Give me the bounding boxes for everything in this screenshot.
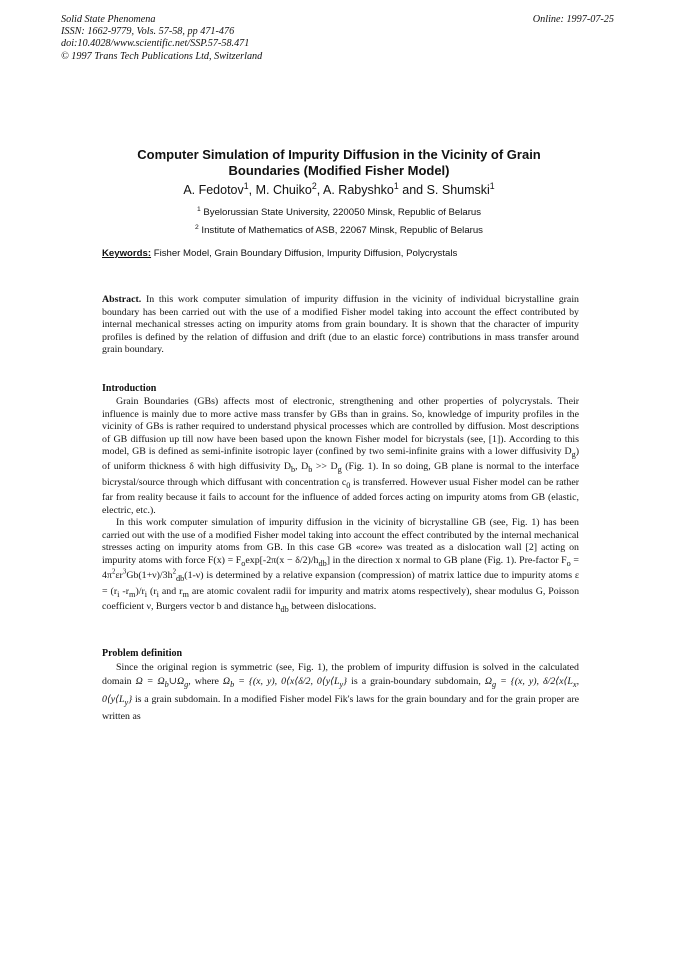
section-heading-problem-definition: Problem definition (102, 648, 183, 659)
paper-title (100, 147, 578, 179)
doi-line: doi:10.4028/www.scientific.net/SSP.57-58.471 (61, 38, 250, 50)
paragraph-text: (Fig. 1). In so doing, GB plane is normal to the interface bicrystal/source through which diffusant with concentration c (102, 461, 579, 488)
subscript: b (230, 680, 235, 690)
paragraph (102, 396, 579, 517)
author-affil-mark: 1 (243, 180, 249, 191)
paragraph-text: are atomic covalent radii for impurity and matrix atoms respectively), shear modulus G, Poisson coefficient ν, Burgers vector b and distance h (102, 585, 580, 613)
paragraph-text: and r (158, 585, 183, 597)
superscript: 2 (172, 569, 177, 577)
equation-text: ∪Ω (168, 676, 185, 688)
subscript: g (337, 465, 342, 475)
author: S. Shumski (426, 183, 490, 197)
subscript: i (144, 589, 148, 599)
equation-gb-subdomain (222, 676, 348, 690)
paragraph-text: ) of uniform thickness δ with high diffusivity D (102, 446, 579, 473)
subscript: m (182, 589, 189, 599)
equation-text: } (128, 693, 133, 705)
keywords-text: Fisher Model, Grain Boundary Diffusion, Impurity Diffusion, Polycrystals (153, 248, 458, 259)
paragraph-text: Since the original region is symmetric (see, Fig. 1), the problem of impurity diffusion is solved in the calculated domain (102, 662, 579, 688)
subscript: b (291, 465, 296, 475)
copyright-line: © 1997 Trans Tech Publications Ltd, Switzerland (61, 50, 263, 62)
online-date: Online: 1997-07-25 (532, 14, 614, 25)
paragraph-text: (r (147, 585, 157, 597)
paragraph-text: -r (119, 585, 130, 597)
subscript: db (318, 558, 327, 568)
abstract-label: Abstract. (102, 294, 142, 305)
equation-text: } (343, 676, 348, 688)
paragraph-text: , where (188, 676, 219, 688)
author-separator: and (398, 183, 427, 197)
abstract (102, 294, 579, 357)
affiliation-text: Byelorussian State University, 220050 Minsk, Republic of Belarus (203, 207, 482, 218)
paragraph-text: In this work computer simulation of impurity diffusion in the vicinity of bicrystalline GB (see, Fig. 1) has been carried out with the use of a modified Fisher model taking into account the effect contributed by the internal mechanical stresses acting on impurity atoms from GB. In this case GB «core» was treated as a dislocation wall [2] acting on impurity atoms with force F(x) = F (102, 517, 579, 566)
introduction-body (102, 396, 579, 617)
paragraph-text: >> D (312, 461, 338, 473)
equation-text: Ω (222, 676, 231, 688)
subscript: o (241, 558, 246, 568)
equation-domain (135, 676, 189, 690)
author-separator: , (316, 183, 324, 197)
subscript: i (156, 589, 159, 599)
author-affil-mark: 1 (489, 180, 495, 191)
abstract-text: In this work computer simulation of impurity diffusion in the vicinity of individual bicrystalline grain boundary has been carried out with the use of a modified Fisher model taking into account the effect contributed by internal mechanical stresses acting on impurity atoms from grain boundary. It is shown that the character of impurity profiles is defined by the relation of diffusion and drift (due to an elastic force) contributions in mass transfer around grain boundary. (102, 294, 579, 355)
author: M. Chuiko (255, 183, 312, 197)
paragraph-text: is a grain subdomain. In a modified Fisher model Fik's laws for the grain boundary and for the grain proper are written as (102, 693, 580, 722)
paragraph-text: = 4π (102, 554, 579, 582)
paragraph-text: εr (115, 570, 123, 582)
paragraph-text: is transferred. However usual Fisher model can be rather far from reality because it fails to account for the influence of added forces acting on impurity atoms from GB (elastic, electric, etc.). (102, 476, 579, 516)
affiliation-mark: 1 (196, 205, 201, 213)
author-list (100, 180, 578, 197)
superscript: 2 (111, 569, 116, 577)
equation-text: , 0⟨y⟨L (102, 676, 580, 705)
subscript: g (571, 449, 576, 459)
title-line-2: Boundaries (Modified Fisher Model) (228, 163, 450, 178)
paragraph-text: (1-ν) is determined by a relative expansion (compression) of matrix lattice due to impurity atoms ε = (r (102, 570, 579, 597)
issn-line: ISSN: 1662-9779, Vols. 57-58, pp 471-476 (61, 26, 235, 38)
subscript: x (572, 680, 577, 690)
paragraph-text: , D (295, 461, 309, 473)
author-affil-mark: 1 (393, 180, 399, 191)
journal-header (61, 14, 262, 63)
paragraph (102, 661, 579, 724)
journal-name: Solid State Phenomena (61, 14, 156, 25)
subscript: 0 (346, 480, 351, 490)
paragraph-text: Grain Boundaries (GBs) affects most of electronic, strengthening and other properties of polycrystals. Their influence is mainly due to more active mass transfer by GBs than in grains. So, knowledge of impurity profiles in the vicinity of GBs is rather required to understand physical processes which are controlled by diffusion. Most descriptions of GB diffusion up till now have been based upon the known Fisher model for bicrystals (see, [1]). According to this model, GB is defined as semi-infinite isotropic layer (confined by two semi-infinite grains with a lower diffusivity D (102, 396, 579, 457)
affiliation (100, 225, 578, 236)
section-heading-introduction: Introduction (102, 383, 157, 394)
paragraph-text: )/r (135, 585, 145, 597)
affiliation-text: Institute of Mathematics of ASB, 22067 Minsk, Republic of Belarus (201, 225, 483, 236)
subscript: g (491, 680, 497, 690)
author-affil-mark: 2 (311, 180, 317, 191)
subscript: y (339, 680, 344, 690)
paragraph-text: Gb(1+ν)/3h (126, 570, 173, 582)
author: A. Rabyshko (323, 183, 394, 197)
subscript: o (566, 558, 571, 568)
equation-text: = {(x, y), 0⟨x⟨δ/2, 0⟨y⟨L (234, 676, 340, 688)
author: A. Fedotov (183, 183, 244, 197)
paragraph-text: between dislocations. (288, 601, 377, 613)
problem-definition-body (102, 661, 579, 724)
subscript: y (124, 697, 129, 707)
keywords-label: Keywords: (102, 248, 152, 259)
affiliation-mark: 2 (195, 223, 199, 231)
paragraph-text: ] in the direction x normal to GB plane (Fig. 1). Pre-factor F (326, 554, 567, 566)
subscript: m (129, 589, 136, 599)
paragraph-text: exp[-2π(x − δ/2)/h (245, 554, 319, 566)
keywords (102, 248, 457, 259)
affiliation (100, 207, 578, 218)
title-line-1: Computer Simulation of Impurity Diffusion in the Vicinity of Grain (137, 147, 541, 162)
subscript: b (164, 680, 169, 690)
paragraph (102, 517, 579, 616)
equation-text: Ω (484, 676, 492, 688)
paragraph-text: is a grain-boundary subdomain, (351, 676, 481, 688)
equation-text: Ω = Ω (135, 676, 165, 688)
subscript: b (308, 465, 313, 475)
subscript: g (184, 680, 189, 690)
subscript: db (176, 574, 185, 584)
subscript: i (117, 589, 120, 599)
author-separator: , (248, 183, 256, 197)
subscript: db (280, 605, 289, 615)
superscript: 3 (122, 569, 127, 577)
equation-text: = {(x, y), δ/2⟨x⟨L (496, 676, 573, 688)
